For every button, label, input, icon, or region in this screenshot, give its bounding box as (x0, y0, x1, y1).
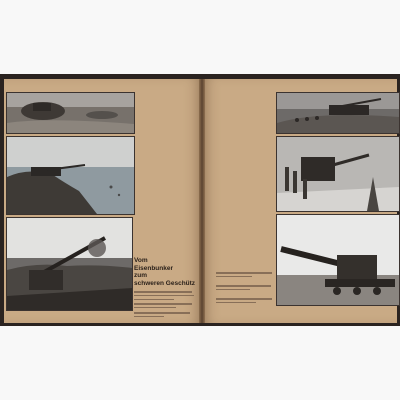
caption-text-line (216, 289, 250, 291)
caption-text-line (216, 298, 272, 300)
right-caption-block-3 (216, 298, 274, 306)
photo-gun-on-coastal-cliff (6, 136, 135, 215)
caption-text-line (134, 291, 192, 293)
caption-block-3 (134, 312, 194, 320)
photo-field-artillery-firing (6, 217, 133, 311)
caption-title-line-3: zum (134, 272, 147, 279)
book-gutter (199, 79, 205, 323)
caption-text-line (216, 302, 256, 304)
caption-title-line-1: Vom (134, 257, 148, 264)
caption-block-2 (134, 303, 194, 311)
caption-title-line-4: schweren Geschütz (134, 279, 196, 287)
photo-gun-crew-on-embankment (276, 92, 400, 134)
caption-title-line-2: Eisenbunker (134, 264, 174, 272)
caption-text-line (134, 295, 194, 297)
caption-title (134, 257, 196, 287)
caption-text-line (134, 316, 164, 318)
caption-text-line (134, 307, 176, 309)
caption-text-line (216, 285, 271, 287)
caption-text-line (216, 272, 272, 274)
caption-block-1 (134, 291, 194, 303)
caption-text-line (134, 299, 174, 301)
right-caption-block-1 (216, 272, 274, 280)
photo-railway-gun-in-snow (276, 136, 400, 212)
caption-text-line (134, 303, 192, 305)
caption-text-line (216, 276, 252, 278)
caption-text-line (134, 312, 190, 314)
photo-bunker-in-field (6, 92, 135, 134)
right-caption-block-2 (216, 285, 274, 293)
photo-heavy-railway-gun (276, 214, 400, 306)
